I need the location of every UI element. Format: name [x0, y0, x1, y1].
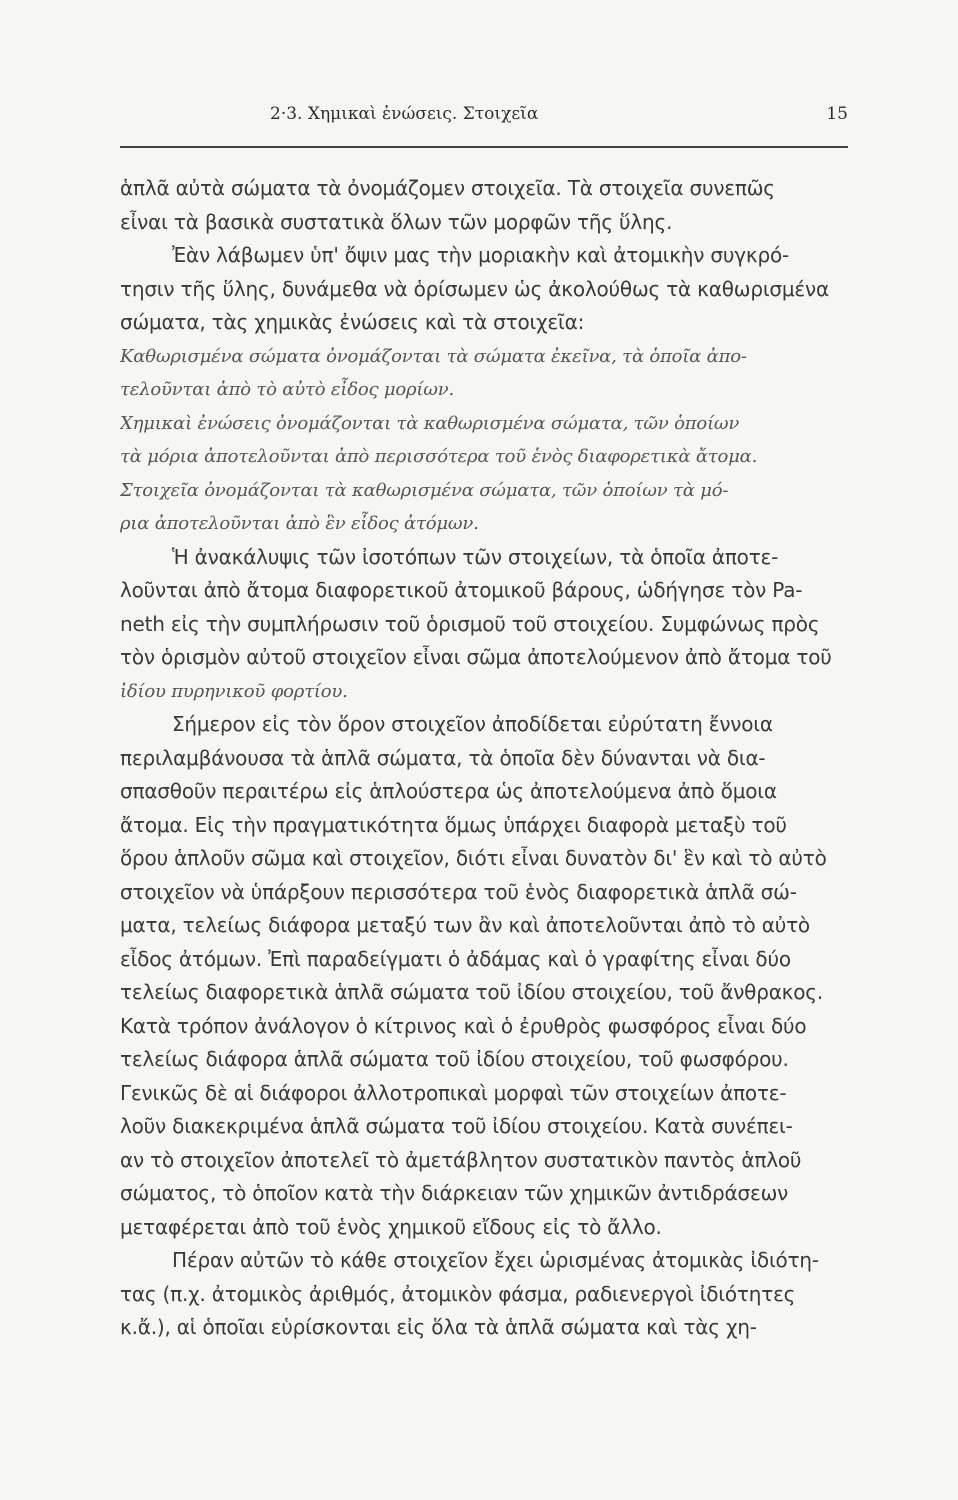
text-line: περιλαμβάνουσα τὰ ἁπλᾶ σώματα, τὰ ὁποῖα δὲν δύνανται νὰ δια- [120, 745, 766, 770]
text-line: εἶναι τὰ βασικὰ συστατικὰ ὅλων τῶν μορφῶν τῆς ὕλης. [120, 209, 673, 234]
text-line: αν τὸ στοιχεῖον ἀποτελεῖ τὸ ἀμετάβλητον συστατικὸν παντὸς ἁπλοῦ [120, 1147, 802, 1172]
text-line: Σήμερον εἰς τὸν ὅρον στοιχεῖον ἀποδίδεται εὐρύτατη ἔννοια [172, 712, 773, 736]
text-line: Χημικαὶ ἐνώσεις ὀνομάζονται τὰ καθωρισμένα σώματα, τῶν ὁποίων [120, 412, 740, 434]
text-line: ματα, τελείως διάφορα μεταξύ των ἂν καὶ ἀποτελοῦνται ἀπὸ τὸ αὐτὸ [120, 913, 810, 937]
text-line: σώματα, τὰς χημικὰς ἐνώσεις καὶ τὰ στοιχεῖα: [120, 310, 585, 334]
text-line: μεταφέρεται ἀπὸ τοῦ ἑνὸς χημικοῦ εἴδους εἰς τὸ ἄλλο. [120, 1214, 662, 1239]
text-line: Ἐὰν λάβωμεν ὑπ' ὄψιν μας τὴν μοριακὴν καὶ ἀτομικὴν συγκρό- [172, 243, 790, 267]
text-line: Στοιχεῖα ὀνομάζονται τὰ καθωρισμένα σώματα, τῶν ὁποίων τὰ μό- [120, 479, 729, 501]
text-line: τελείως διάφορα ἁπλᾶ σώματα τοῦ ἰδίου στοιχείου, τοῦ φωσφόρου. [120, 1047, 789, 1071]
text-line: Κατὰ τρόπον ἀνάλογον ὁ κίτρινος καὶ ὁ ἐρυθρὸς φωσφόρος εἶναι δύο [120, 1013, 807, 1038]
text-line: σπασθοῦν περαιτέρω εἰς ἁπλούστερα ὡς ἀποτελούμενα ἀπὸ ὅμοια [120, 779, 777, 803]
text-line: τελείως διαφορετικὰ ἁπλᾶ σώματα τοῦ ἰδίου στοιχείου, τοῦ ἄνθρακος. [120, 980, 824, 1004]
text-line: τησιν τῆς ὕλης, δυνάμεθα νὰ ὁρίσωμεν ὡς ἀκολούθως τὰ καθωρισμένα [120, 276, 829, 301]
text-line: ἄτομα. Εἰς τὴν πραγματικότητα ὅμως ὑπάρχει διαφορὰ μεταξὺ τοῦ [120, 812, 787, 837]
text-line: τὰ μόρια ἀποτελοῦνται ἀπὸ περισσότερα τοῦ ἑνὸς διαφορετικὰ ἄτομα. [120, 446, 758, 467]
text-line: κ.ἄ.), αἱ ὁποῖαι εὑρίσκονται εἰς ὅλα τὰ ἁπλᾶ σώματα καὶ τὰς χη- [120, 1315, 757, 1339]
text-line: τελοῦνται ἀπὸ τὸ αὐτὸ εἶδος μορίων. [120, 379, 455, 400]
page-number: 15 [826, 104, 848, 124]
text-line: τὸν ὁρισμὸν αὐτοῦ στοιχεῖον εἶναι σῶμα ἀποτελούμενον ἀπὸ ἄτομα τοῦ [120, 645, 832, 669]
running-header [120, 96, 848, 148]
text-line: τας (π.χ. ἀτομικὸς ἀριθμός, ἀτομικὸν φάσμα, ραδιενεργοὶ ἰδιότητες [120, 1281, 796, 1306]
text-line: λοῦνται ἀπὸ ἄτομα διαφορετικοῦ ἀτομικοῦ βάρους, ὡδήγησε τὸν Pa- [120, 578, 803, 602]
text-line: Καθωρισμένα σώματα ὀνομάζονται τὰ σώματα ἐκεῖνα, τὰ ὁποῖα ἀπο- [120, 345, 747, 367]
body-text [120, 172, 848, 1345]
text-line: ὅρου ἁπλοῦν σῶμα καὶ στοιχεῖον, διότι εἶναι δυνατὸν δι' ἓν καὶ τὸ αὐτὸ [120, 846, 827, 870]
text-line: σώματος, τὸ ὁποῖον κατὰ τὴν διάρκειαν τῶν χημικῶν ἀντιδράσεων [120, 1181, 789, 1205]
section-title: 2·3. Χημικαὶ ἐνώσεις. Στοιχεῖα [270, 104, 539, 124]
text-line: ρια ἀποτελοῦνται ἀπὸ ἓν εἶδος ἀτόμων. [120, 513, 479, 534]
text-line: Γενικῶς δὲ αἱ διάφοροι ἀλλοτροπικαὶ μορφαὶ τῶν στοιχείων ἀποτε- [120, 1080, 787, 1105]
text-line: λοῦν διακεκριμένα ἁπλᾶ σώματα τοῦ ἰδίου στοιχείου. Κατὰ συνέπει- [120, 1114, 793, 1138]
text-line: ἁπλᾶ αὐτὰ σώματα τὰ ὀνομάζομεν στοιχεῖα. Τὰ στοιχεῖα συνεπῶς [120, 176, 775, 200]
text-line: Πέραν αὐτῶν τὸ κάθε στοιχεῖον ἔχει ὡρισμένας ἀτομικὰς ἰδιότη- [172, 1248, 819, 1272]
text-line: εἶδος ἀτόμων. Ἐπὶ παραδείγματι ὁ ἀδάμας καὶ ὁ γραφίτης εἶναι δύο [120, 946, 791, 971]
text-line: ἰδίου πυρηνικοῦ φορτίου. [120, 680, 348, 702]
text-line: στοιχεῖον νὰ ὑπάρξουν περισσότερα τοῦ ἑνὸς διαφορετικὰ ἁπλᾶ σώ- [120, 879, 797, 904]
text-line: Ἡ ἀνακάλυψις τῶν ἰσοτόπων τῶν στοιχείων, τὰ ὁποῖα ἀποτε- [172, 544, 779, 569]
text-line: neth εἰς τὴν συμπλήρωσιν τοῦ ὁρισμοῦ τοῦ στοιχείου. Συμφώνως πρὸς [120, 611, 820, 636]
